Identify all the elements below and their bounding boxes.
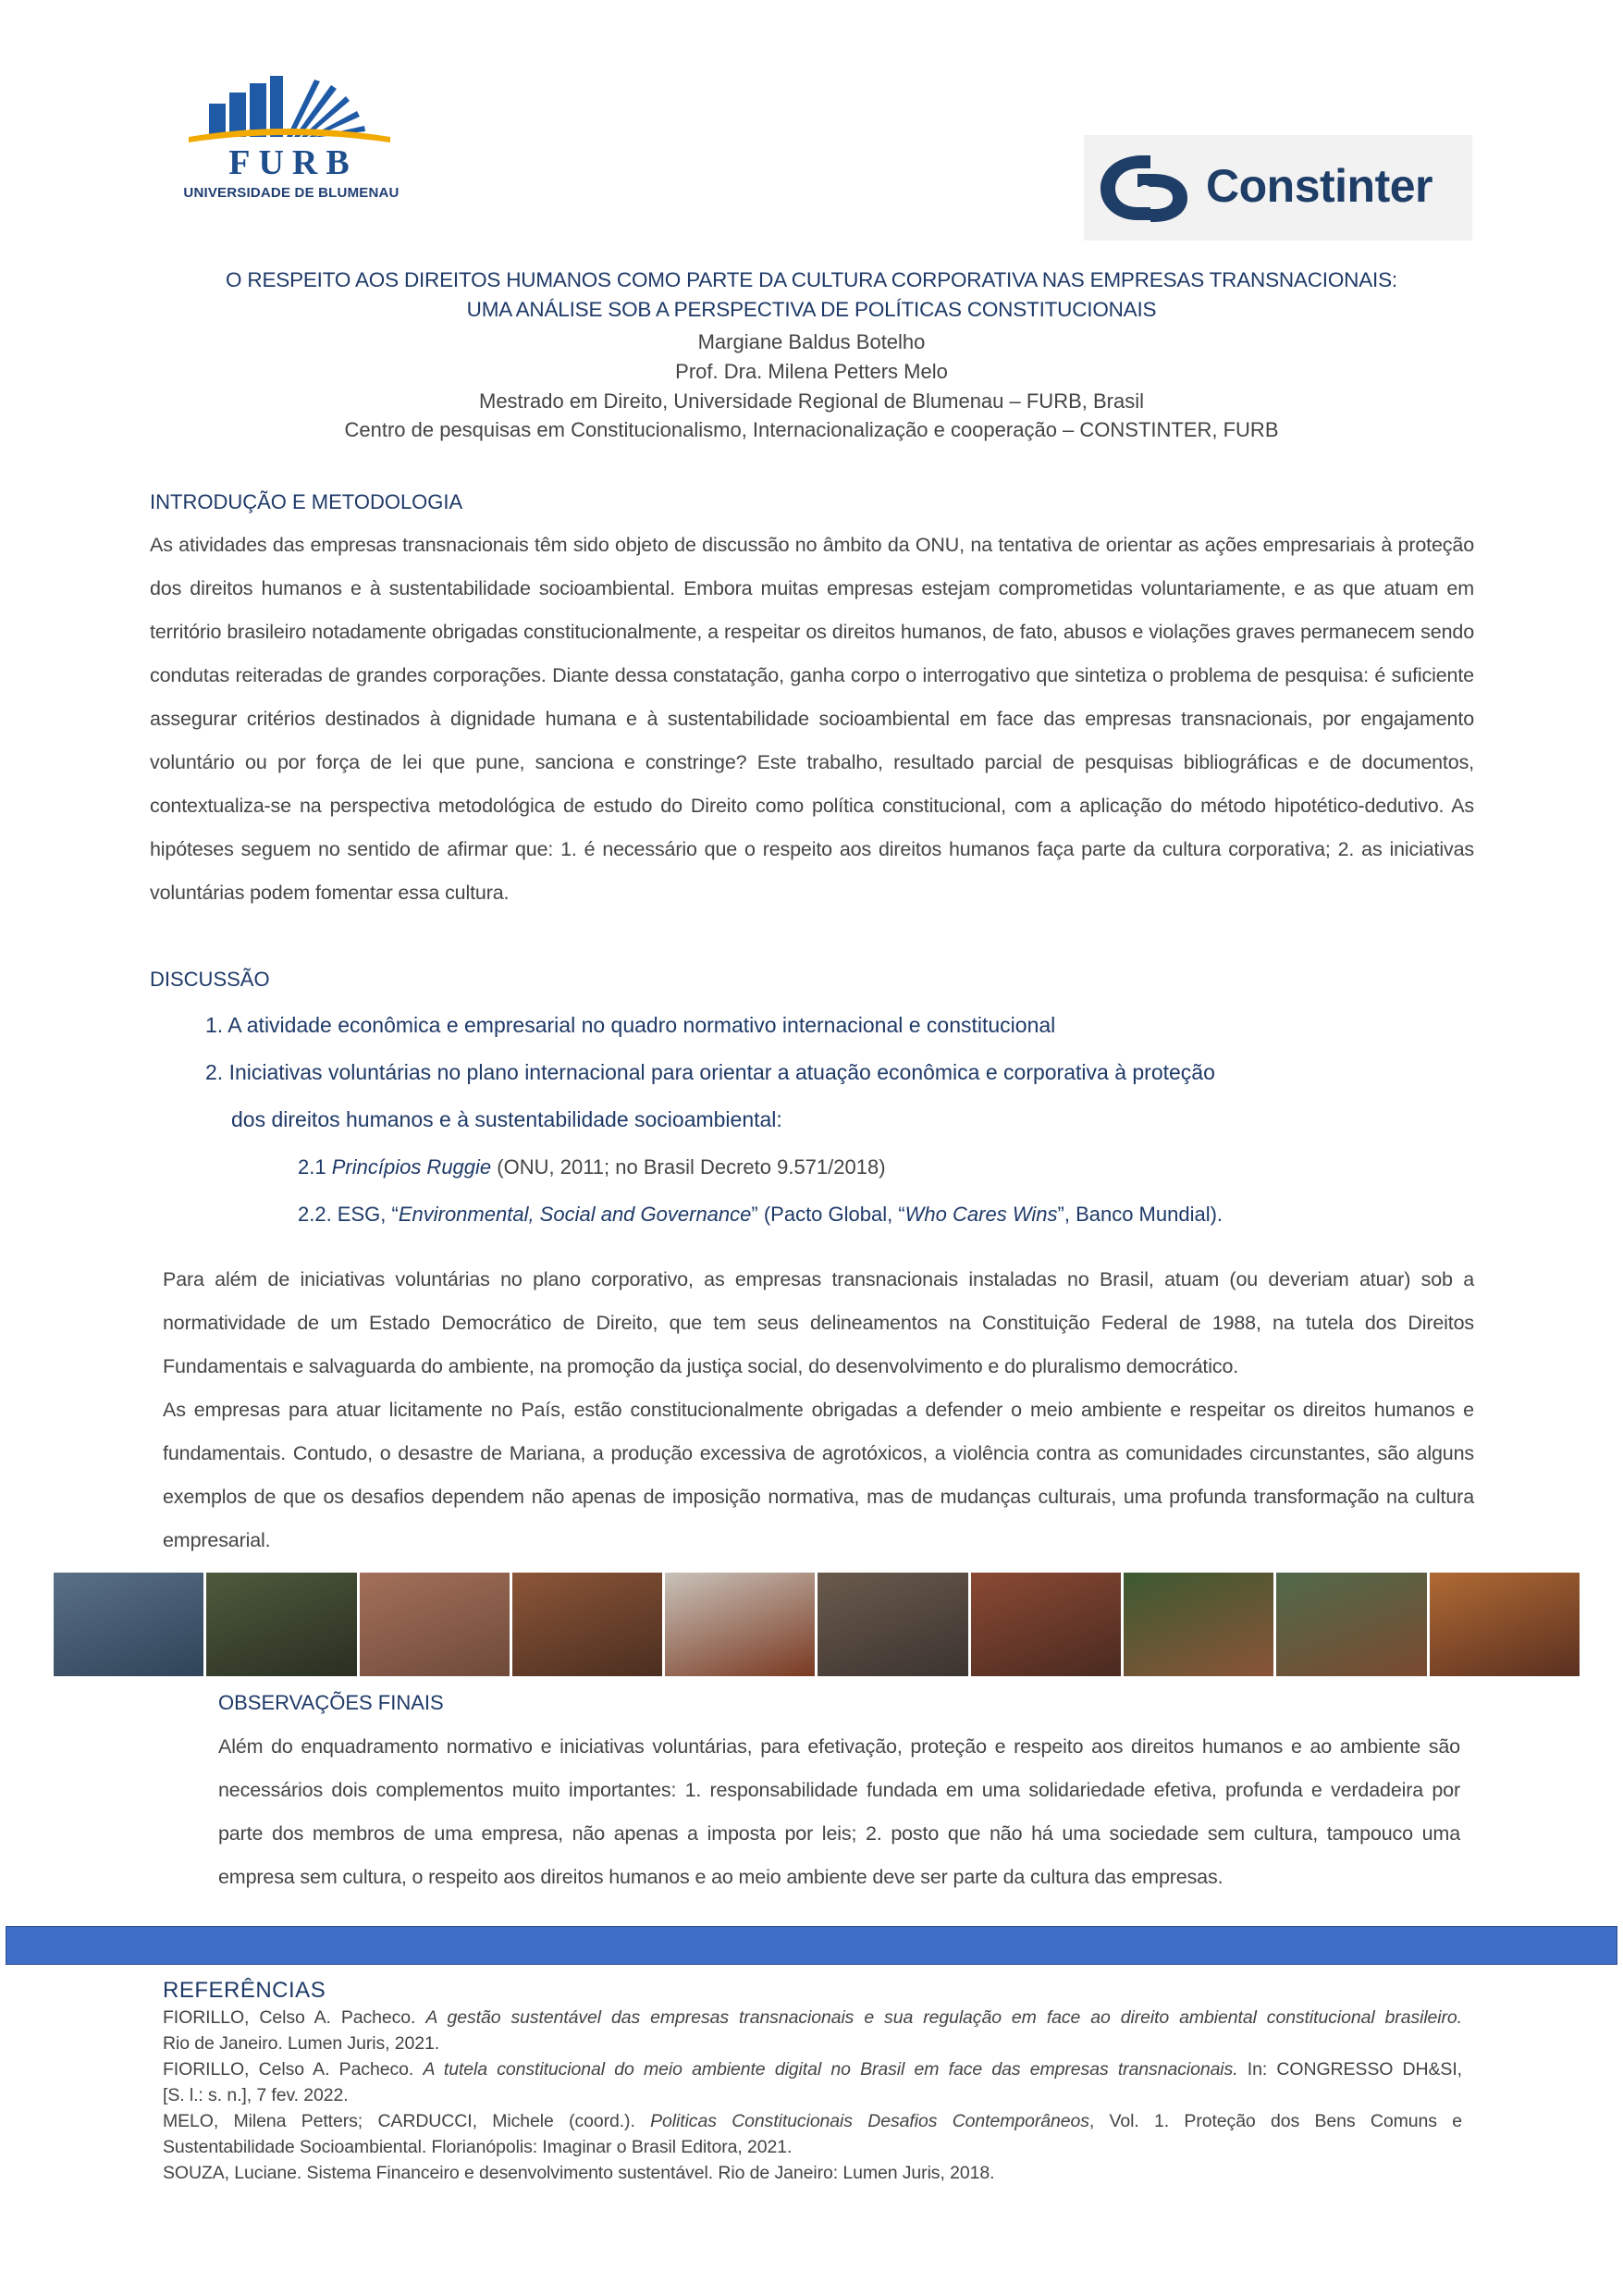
reference-3-line2: Sustentabilidade Socioambiental. Florianópolis: Imaginar o Brasil Editora, 2021. bbox=[163, 2137, 793, 2157]
ref-author: MELO, Milena Petters; CARDUCCI, Michele (coord.). bbox=[163, 2111, 635, 2131]
furb-wordmark: FURB bbox=[228, 143, 358, 182]
reference-4: SOUZA, Luciane. Sistema Financeiro e desenvolvimento sustentável. Rio de Janeiro: Lumen Juris, 2018. bbox=[163, 2163, 995, 2183]
reference-1-line2: Rio de Janeiro. Lumen Juris, 2021. bbox=[163, 2033, 440, 2054]
ref-title: A gestão sustentável das empresas transnacionais e sua regulação em face ao direito ambiental constitucional brasileiro. bbox=[425, 2007, 1462, 2028]
paper-title-line1: O RESPEITO AOS DIREITOS HUMANOS COMO PARTE DA CULTURA CORPORATIVA NAS EMPRESAS TRANSNACIONAIS: bbox=[226, 268, 1397, 291]
affiliation-center: Centro de pesquisas em Constitucionalismo, Internacionalização e cooperação – CONSTINTER, FURB bbox=[344, 418, 1279, 441]
discussion-paragraph-2: As empresas para atuar licitamente no País, estão constitucionalmente obrigadas a defender o meio ambiente e respeitar os direitos humanos e fundamentais. Contudo, o desastre de Mariana, a produção excessiva de agrotóxicos, a violência contra as comunidades circunstantes, são alguns exemplos de que os desafios dependem não apenas de imposição normativa, mas de mudanças culturais, uma profunda transformação na cultura empresarial. bbox=[163, 1399, 1474, 1551]
section-divider-bar bbox=[6, 1926, 1617, 1965]
ref-title: Politicas Constitucionais Desafios Contemporâneos bbox=[650, 2111, 1089, 2131]
subitem-number: 2.2. ESG, “ bbox=[298, 1203, 399, 1226]
advisor-name: Prof. Dra. Milena Petters Melo bbox=[675, 360, 948, 383]
destroyed-house-photo bbox=[512, 1573, 662, 1676]
photo-strip bbox=[54, 1573, 1580, 1676]
ref-source: In: CONGRESSO DH&SI, bbox=[1247, 2059, 1462, 2080]
reference-2-line1 bbox=[163, 2059, 1462, 2080]
final-paragraph: Além do enquadramento normativo e iniciativas voluntárias, para efetivação, proteção e respeito aos direitos humanos e ao ambiente são necessários dois complementos muito importantes: 1. responsabilidade fundada em uma solidariedade efetiva, profunda e verdadeira por parte dos membros de uma empresa, não apenas a imposta por leis; 2. posto que não há uma sociedade sem cultura, tampouco uma empresa sem cultura, o respeito aos direitos humanos e ao meio ambiente deve ser parte da cultura das empresas. bbox=[218, 1735, 1460, 1888]
reference-1-line1 bbox=[163, 2007, 1462, 2029]
church-photo bbox=[665, 1573, 815, 1676]
furb-logo bbox=[176, 72, 407, 211]
mud-debris-photo bbox=[971, 1573, 1121, 1676]
author-name: Margiane Baldus Botelho bbox=[697, 330, 926, 353]
subitem-detail: (ONU, 2011; no Brasil Decreto 9.571/2018) bbox=[497, 1155, 886, 1179]
ref-title: A tutela constitucional do meio ambiente digital no Brasil em face das empresas transnacionais. bbox=[423, 2059, 1238, 2080]
reference-2-line2: [S. l.: s. n.], 7 fev. 2022. bbox=[163, 2085, 349, 2105]
paper-title-line2: UMA ANÁLISE SOB A PERSPECTIVA DE POLÍTICAS CONSTITUCIONAIS bbox=[466, 298, 1157, 321]
mud-victim-photo bbox=[1430, 1573, 1580, 1676]
subitem-end: ”, Banco Mundial). bbox=[1057, 1203, 1223, 1226]
flooded-village-photo bbox=[360, 1573, 510, 1676]
reference-3-line1 bbox=[163, 2111, 1462, 2132]
ref-author: FIORILLO, Celso A. Pacheco. bbox=[163, 2059, 414, 2080]
discussion-paragraph-1: Para além de iniciativas voluntárias no plano corporativo, as empresas transnacionais instaladas no Brasil, atuam (ou deveriam atuar) sob a normatividade de um Estado Democrático de Direito, que tem seus delineamentos na Constituição Federal de 1988, na tutela dos Direitos Fundamentais e salvaguarda do ambiente, na promoção da justiça social, do desenvolvimento e do pluralismo democrático. bbox=[163, 1268, 1474, 1377]
landscape-aerial-photo bbox=[1276, 1573, 1426, 1676]
constinter-wordmark: Constinter bbox=[1206, 160, 1432, 212]
intro-paragraph: As atividades das empresas transnacionais têm sido objeto de discussão no âmbito da ONU, na tentativa de orientar as ações empresariais à proteção dos direitos humanos e à sustentabilidade socioambiental. Embora muitas empresas estejam comprometidas voluntariamente, e as que atuam em território brasileiro notadamente obrigadas constitucionalmente, a respeitar os direitos humanos, de fato, abusos e violações graves permanecem sendo condutas reiteradas de grandes corporações. Diante dessa constatação, ganha corpo o interrogativo que sintetiza o problema de pesquisa: é suficiente assegurar critérios destinados à dignidade humana e à sustentabilidade socioambiental em face das empresas transnacionais, por engajamento voluntário ou por força de lei que pune, sanciona e constringe? Este trabalho, resultado parcial de pesquisas bibliográficas e de documentos, contextualiza-se na perspectiva metodológica de estudo do Direito como política constitucional, com a aplicação do método hipotético-dedutivo. As hipóteses seguem no sentido de afirmar que: 1. é necessário que o respeito aos direitos humanos faça parte da cultura corporativa; 2. as iniciativas voluntárias podem fomentar essa cultura. bbox=[150, 534, 1474, 904]
subitem-number: 2.1 bbox=[298, 1155, 326, 1179]
ref-author: FIORILLO, Celso A. Pacheco. bbox=[163, 2007, 416, 2028]
discussion-subitem-2-1 bbox=[298, 1155, 886, 1179]
furb-subtitle: UNIVERSIDADE DE BLUMENAU bbox=[183, 185, 400, 201]
discussion-item-2: 2. Iniciativas voluntárias no plano internacional para orientar a atuação econômica e corporativa à proteção bbox=[205, 1060, 1215, 1084]
ruggie-principles: Princípios Ruggie bbox=[331, 1155, 492, 1179]
affiliation-program: Mestrado em Direito, Universidade Regional de Blumenau – FURB, Brasil bbox=[479, 389, 1144, 413]
subitem-detail: ” (Pacto Global, “ bbox=[751, 1203, 905, 1226]
constinter-emblem-icon bbox=[1097, 148, 1195, 228]
furb-emblem-icon bbox=[176, 72, 407, 146]
aerial-valley-photo bbox=[54, 1573, 203, 1676]
discussion-subitem-2-2 bbox=[298, 1203, 1223, 1227]
final-heading: OBSERVAÇÕES FINAIS bbox=[218, 1691, 444, 1714]
discussion-item-2-cont: dos direitos humanos e à sustentabilidade socioambiental: bbox=[231, 1107, 782, 1131]
river-aerial-photo bbox=[1124, 1573, 1273, 1676]
constinter-logo bbox=[1084, 135, 1472, 241]
references-heading: REFERÊNCIAS bbox=[163, 1978, 326, 2003]
who-cares-wins: Who Cares Wins bbox=[904, 1203, 1058, 1226]
esg-expansion: Environmental, Social and Governance bbox=[398, 1203, 752, 1226]
forest-mud-photo bbox=[206, 1573, 356, 1676]
discussion-heading: DISCUSSÃO bbox=[150, 968, 270, 991]
rescue-workers-photo bbox=[818, 1573, 967, 1676]
ref-source: , Vol. 1. Proteção dos Bens Comuns e bbox=[1088, 2111, 1463, 2131]
discussion-item-1: 1. A atividade econômica e empresarial no quadro normativo internacional e constitucional bbox=[205, 1013, 1056, 1037]
intro-heading: INTRODUÇÃO E METODOLOGIA bbox=[150, 490, 463, 513]
